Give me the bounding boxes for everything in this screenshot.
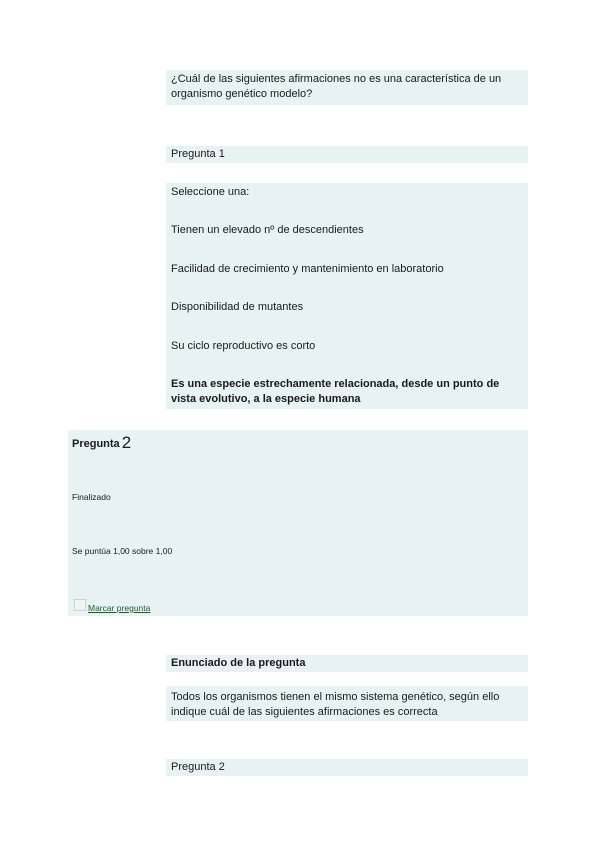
question2-info-panel: [68, 430, 528, 616]
statement-heading: Enunciado de la pregunta: [171, 657, 306, 669]
question2-number: 2: [121, 433, 132, 452]
question2-label: Pregunta 2: [171, 761, 225, 773]
flag-checkbox[interactable]: [74, 599, 86, 611]
answer-option-correct[interactable]: Es una especie estrechamente relacionada, desde un punto de vista evolutivo, a la especie humana: [171, 378, 500, 405]
question1-label: Pregunta 1: [171, 148, 225, 160]
answer-option[interactable]: Su ciclo reproductivo es corto: [171, 340, 316, 352]
question1-text: ¿Cuál de las siguientes afirmaciones no es una característica de un organismo genético modelo?: [171, 73, 502, 100]
question2-status: Finalizado: [72, 492, 111, 502]
question2-text: Todos los organismos tienen el mismo sistema genético, según ello indique cuál de las siguientes afirmaciones es correcta: [171, 691, 500, 718]
question2-heading-label: Pregunta: [72, 438, 120, 450]
answer-option[interactable]: Tienen un elevado nº de descendientes: [171, 224, 364, 236]
answer-option[interactable]: Facilidad de crecimiento y mantenimiento en laboratorio: [171, 263, 444, 275]
answer-block: [166, 183, 528, 409]
flag-question-link[interactable]: Marcar pregunta: [88, 603, 151, 613]
question2-heading: [72, 433, 131, 454]
answer-option[interactable]: Disponibilidad de mutantes: [171, 301, 304, 313]
question2-score: Se puntúa 1,00 sobre 1,00: [72, 546, 173, 556]
answer-prompt: Seleccione una:: [171, 186, 250, 198]
